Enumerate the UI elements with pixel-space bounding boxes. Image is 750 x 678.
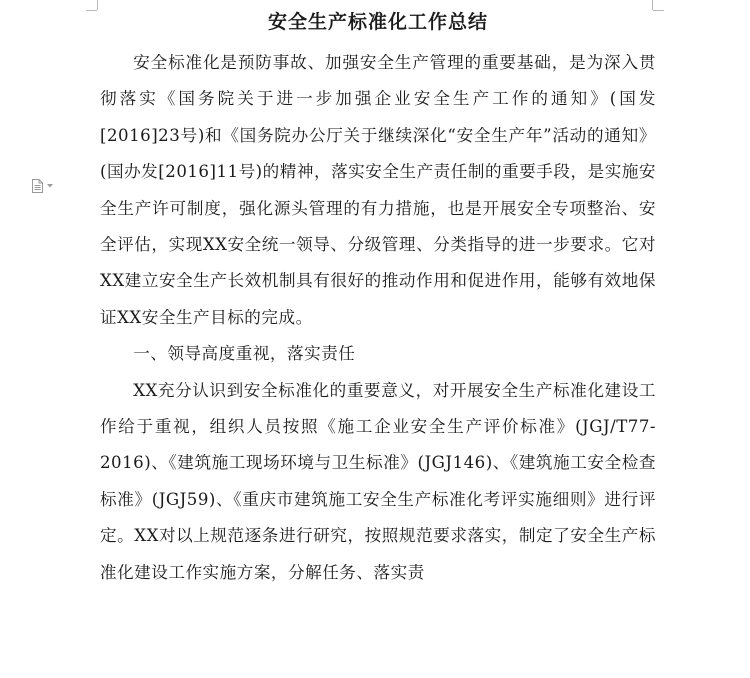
intro-paragraph: 安全标准化是预防事故、加强安全生产管理的重要基础，是为深入贯彻落实《国务院关于进一步加强企业安全生产工作的通知》(国发[2016]23号)和《国务院办公厅关于继续深化“安全生产年”活动的通知》(国办发[2016]11号)的精神，落实安全生产责任制的重要手段，是实施安全生产许可制度，强化源头管理的有力措施，也是开展安全专项整治、安全评估，实现XX安全统一领导、分级管理、分类指导的进一步要求。它对XX建立安全生产长效机制具有很好的推动作用和促进作用，能够有效地保证XX安全生产目标的完成。 xyxy=(100,53,656,327)
document-icon xyxy=(31,179,44,193)
section-paragraph: XX充分认识到安全标准化的重要意义，对开展安全生产标准化建设工作给于重视，组织人员按照《施工企业安全生产评价标准》(JGJ/T77-2016)、《建筑施工现场环境与卫生标准》(JGJ146)、《建筑施工安全检查标准》(JGJ59)、《重庆市建筑施工安全生产标准化考评实施细则》进行评定。XX对以上规范逐条进行研究，按照规范要求落实，制定了安全生产标准化建设工作实施方案，分解任务、落实责 xyxy=(100,380,656,582)
document-body xyxy=(100,0,656,591)
crop-mark-top-left-horizontal xyxy=(86,10,97,11)
crop-mark-top-left-vertical xyxy=(97,0,98,10)
paragraph-marker[interactable] xyxy=(31,179,59,193)
document-title: 安全生产标准化工作总结 xyxy=(267,11,488,33)
chevron-down-icon xyxy=(47,184,53,188)
section-heading: 一、领导高度重视，落实责任 xyxy=(133,344,356,364)
